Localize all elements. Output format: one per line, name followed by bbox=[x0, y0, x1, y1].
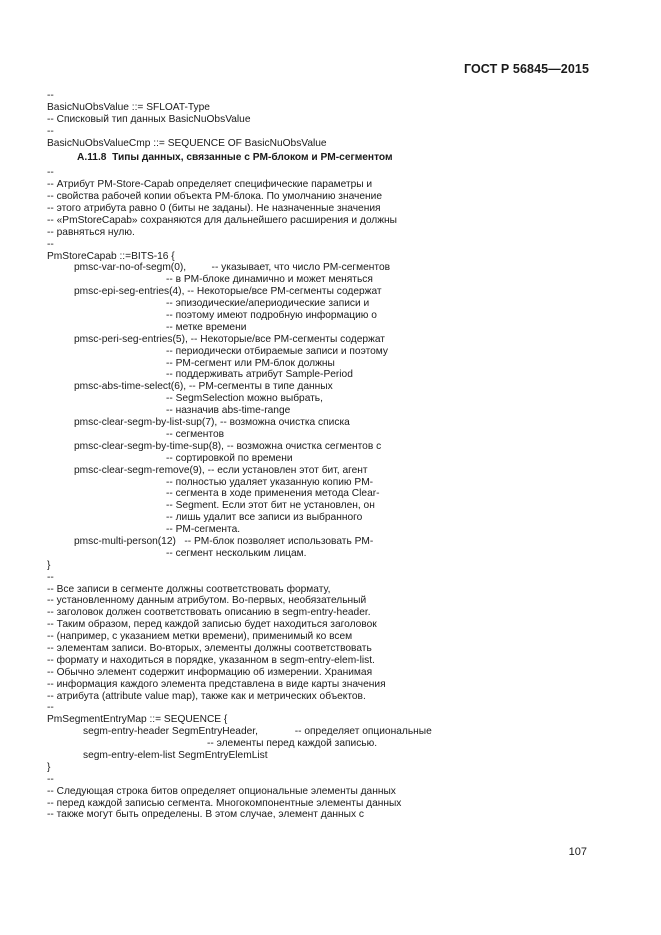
code-line: -- «PmStoreCapab» сохраняются для дальнейшего расширения и должны bbox=[47, 214, 397, 226]
code-line: -- bbox=[47, 238, 54, 250]
capab-entry-comment: -- сегмент нескольким лицам. bbox=[166, 547, 307, 559]
code-line: -- перед каждой записью сегмента. Многокомпонентные элементы данных bbox=[47, 797, 402, 809]
basic-nu-obs-value-block bbox=[47, 90, 607, 149]
capab-entry-comment: -- лишь удалит все записи из выбранного bbox=[166, 512, 363, 524]
code-line: -- bbox=[47, 773, 54, 785]
capab-entry-comment: -- сегмента в ходе применения метода Clear- bbox=[166, 488, 380, 500]
pm-store-capab-definition bbox=[47, 262, 607, 571]
capab-entry: pmsc-epi-seg-entries(4), -- Некоторые/все PM-сегменты содержат bbox=[74, 286, 382, 298]
capab-entry-comment: -- назначив abs-time-range bbox=[166, 405, 291, 417]
capab-entry-comment: -- PM-сегмента. bbox=[166, 524, 241, 536]
code-line: -- информация каждого элемента представлена в виде карты значения bbox=[47, 678, 386, 690]
capab-entry-comment: -- PM-сегмент или PM-блок должны bbox=[166, 357, 335, 369]
page-number: 107 bbox=[568, 846, 587, 858]
capab-entry-comment: -- в PM-блоке динамично и может меняться bbox=[166, 274, 373, 286]
entry-map-field: segm-entry-header SegmEntryHeader, -- определяет опциональные bbox=[83, 726, 432, 738]
code-line: -- Все записи в сегменте должны соответствовать формату, bbox=[47, 583, 331, 595]
code-line: -- (например, с указанием метки времени), применимый ко всем bbox=[47, 631, 353, 643]
capab-entry-comment: -- сегментов bbox=[166, 428, 225, 440]
code-line: -- заголовок должен соответствовать описанию в segm-entry-header. bbox=[47, 607, 371, 619]
code-line: -- bbox=[47, 571, 54, 583]
code-line: -- Списковый тип данных BasicNuObsValue bbox=[47, 113, 251, 125]
code-line: -- этого атрибута равно 0 (биты не заданы). Не назначенные значения bbox=[47, 203, 381, 215]
capab-entry: pmsc-multi-person(12) -- PM-блок позволяет использовать PM- bbox=[74, 535, 374, 547]
code-line: -- установленному данным атрибутом. Во-первых, необязательный bbox=[47, 595, 367, 607]
code-line: BasicNuObsValueCmp ::= SEQUENCE OF BasicNuObsValue bbox=[47, 137, 327, 149]
code-line: -- свойства рабочей копии объекта PM-блока. По умолчанию значение bbox=[47, 191, 383, 203]
capab-entry-comment: -- поэтому имеют подробную информацию о bbox=[166, 310, 377, 322]
pm-segment-entry-map-comment bbox=[47, 572, 607, 727]
closing-brace: } bbox=[47, 761, 51, 773]
capab-entry-comment: -- полностью удаляет указанную копию PM- bbox=[166, 476, 374, 488]
section-title: А.11.8 Типы данных, связанные с PM-блоком и PM-сегментом bbox=[77, 152, 393, 164]
capab-entry: pmsc-clear-segm-by-list-sup(7), -- возможна очистка списка bbox=[74, 417, 350, 429]
pm-store-capab-comment bbox=[47, 167, 607, 262]
capab-entry: pmsc-clear-segm-remove(9), -- если установлен этот бит, агент bbox=[74, 464, 368, 476]
capab-entry: pmsc-clear-segm-by-time-sup(8), -- возможна очистка сегментов с bbox=[74, 440, 382, 452]
capab-entry-comment: -- периодически отбираемые записи и поэтому bbox=[166, 345, 388, 357]
capab-entry: pmsc-abs-time-select(6), -- PM-сегменты в типе данных bbox=[74, 381, 333, 393]
capab-entry-comment: -- поддерживать атрибут Sample-Period bbox=[166, 369, 353, 381]
code-line: PmSegmentEntryMap ::= SEQUENCE { bbox=[47, 714, 228, 726]
code-line: -- bbox=[47, 90, 54, 101]
segm-entry-header-comment bbox=[47, 774, 607, 822]
code-line: PmStoreCapab ::=BITS-16 { bbox=[47, 250, 175, 262]
code-line: -- также могут быть определены. В этом случае, элемент данных с bbox=[47, 809, 364, 821]
code-line: -- Таким образом, перед каждой записью будет находиться заголовок bbox=[47, 619, 377, 631]
document-body bbox=[47, 90, 607, 821]
capab-entry-comment: -- SegmSelection можно выбрать, bbox=[166, 393, 323, 405]
closing-brace: } bbox=[47, 559, 51, 571]
capab-entry: pmsc-peri-seg-entries(5), -- Некоторые/все PM-сегменты содержат bbox=[74, 333, 385, 345]
capab-entry-comment: -- эпизодические/апериодические записи и bbox=[166, 298, 370, 310]
entry-map-comment: -- элементы перед каждой записью. bbox=[207, 738, 378, 750]
capab-entry-comment: -- метке времени bbox=[166, 321, 247, 333]
code-line: -- атрибута (attribute value map), также как и метрических объектов. bbox=[47, 690, 366, 702]
capab-entry: pmsc-var-no-of-segm(0), -- указывает, что число PM-сегментов bbox=[74, 262, 391, 274]
document-header: ГОСТ Р 56845—2015 bbox=[463, 62, 589, 76]
code-line: -- формату и находиться в порядке, указанном в segm-entry-elem-list. bbox=[47, 654, 375, 666]
capab-entry-comment: -- сортировкой по времени bbox=[166, 452, 293, 464]
code-line: -- Атрибут PM-Store-Capab определяет специфические параметры и bbox=[47, 179, 373, 191]
capab-entry-comment: -- Segment. Если этот бит не установлен, он bbox=[166, 500, 375, 512]
code-line: BasicNuObsValue ::= SFLOAT-Type bbox=[47, 101, 210, 113]
pm-segment-entry-map-definition bbox=[47, 726, 607, 774]
code-line: -- Следующая строка битов определяет опциональные элементы данных bbox=[47, 785, 396, 797]
entry-map-field: segm-entry-elem-list SegmEntryElemList bbox=[83, 749, 268, 761]
code-line: -- bbox=[47, 167, 54, 179]
code-line: -- равняться нулю. bbox=[47, 226, 135, 238]
code-line: -- bbox=[47, 125, 54, 137]
code-line: -- bbox=[47, 702, 54, 714]
code-line: -- элементам записи. Во-вторых, элементы должны соответствовать bbox=[47, 642, 372, 654]
code-line: -- Обычно элемент содержит информацию об измерении. Хранимая bbox=[47, 666, 373, 678]
